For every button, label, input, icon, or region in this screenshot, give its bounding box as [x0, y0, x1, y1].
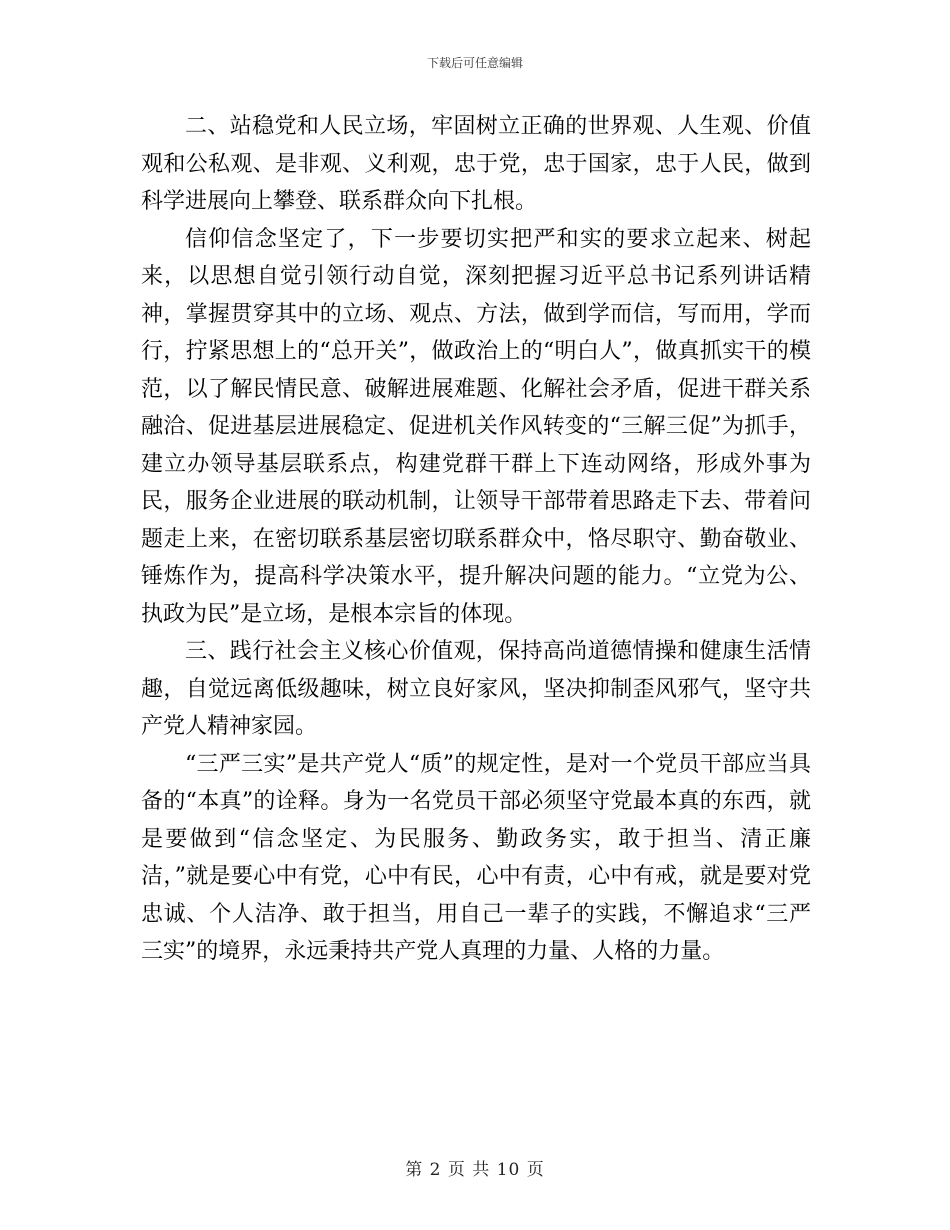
document-body	[141, 108, 811, 971]
paragraph-2: 信仰信念坚定了，下一步要切实把严和实的要求立起来、树起来，以思想自觉引领行动自觉，深刻把握习近平总书记系列讲话精神，掌握贯穿其中的立场、观点、方法，做到学而信，写而用，学而行，拧紧思想上的“总开关”，做政治上的“明白人”，做真抓实干的模范，以了解民情民意、破解进展难题、化解社会矛盾，促进干群关系融洽、促进基层进展稳定、促进机关作风转变的“三解三促”为抓手，建立办领导基层联系点，构建党群干群上下连动网络，形成外事为民，服务企业进展的联动机制，让领导干部带着思路走下去、带着问题走上来，在密切联系基层密切联系群众中，恪尽职守、勤奋敬业、锤炼作为，提高科学决策水平，提升解决问题的能力。“立党为公、执政为民”是立场，是根本宗旨的体现。	[141, 226, 811, 627]
page-header: 下载后可任意编辑	[426, 56, 523, 70]
paragraph-4: “三严三实”是共产党人“质”的规定性，是对一个党员干部应当具备的“本真”的诠释。身为一名党员干部必须坚守党最本真的东西，就是要做到“信念坚定、为民服务、勤政务实，敢于担当、清正廉洁，”就是要心中有党，心中有民，心中有责，心中有戒，就是要对党忠诚、个人洁净、敢于担当，用自己一辈子的实践，不懈追求“三严三实”的境界，永远秉持共产党人真理的力量、人格的力量。	[141, 751, 811, 964]
paragraph-3: 三、践行社会主义核心价值观，保持高尚道德情操和健康生活情趣，自觉远离低级趣味，树立良好家风，坚决抑制歪风邪气，坚守共产党人精神家园。	[141, 639, 811, 739]
page-footer: 第 2 页 共 10 页	[405, 1160, 545, 1180]
paragraph-1: 二、站稳党和人民立场，牢固树立正确的世界观、人生观、价值观和公私观、是非观、义利观，忠于党，忠于国家，忠于人民，做到科学进展向上攀登、联系群众向下扎根。	[141, 114, 811, 214]
